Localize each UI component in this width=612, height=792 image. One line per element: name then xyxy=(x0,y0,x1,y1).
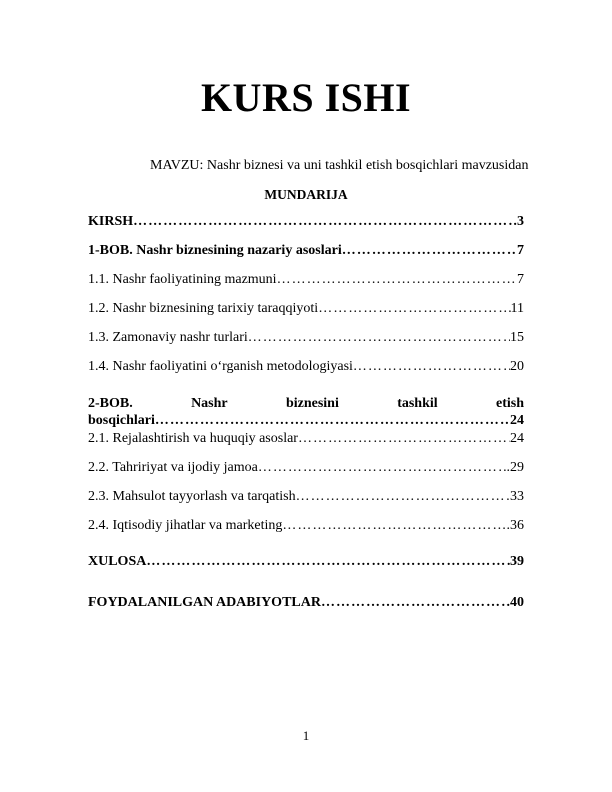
toc-word: tashkil xyxy=(397,396,438,411)
toc-label: 2.4. Iqtisodiy jihatlar va marketing xyxy=(88,518,283,533)
toc-word: 2-BOB. xyxy=(88,396,133,411)
toc-entry-chapter-1[interactable] xyxy=(88,242,524,260)
toc-label: 2.3. Mahsulot tayyorlash va tarqatish xyxy=(88,489,296,504)
toc-label: 1.1. Nashr faoliyatining mazmuni xyxy=(88,272,277,287)
toc-leader-dots xyxy=(146,553,510,571)
toc-entry-chapter-2-line-2[interactable] xyxy=(88,412,524,430)
toc-entry-2-2[interactable] xyxy=(88,459,524,477)
toc-word: biznesini xyxy=(285,396,339,411)
toc-entry-1-2[interactable] xyxy=(88,300,524,318)
toc-label: 2.2. Tahririyat va ijodiy jamoa xyxy=(88,460,258,475)
toc-page-number: .40 xyxy=(506,595,524,610)
toc-leader-dots xyxy=(298,430,510,448)
toc-label: 1.3. Zamonaviy nashr turlari xyxy=(88,330,248,345)
toc-leader-dots xyxy=(342,242,517,260)
toc-heading: MUNDARIJA xyxy=(264,187,348,202)
toc-entry-1-3[interactable] xyxy=(88,329,524,347)
toc-leader-dots xyxy=(277,271,517,289)
toc-page-number: 11 xyxy=(510,301,524,316)
toc-page-number: 33 xyxy=(510,489,524,504)
toc-leader-dots xyxy=(248,329,510,347)
toc-leader-dots xyxy=(296,488,510,506)
toc-leader-dots xyxy=(321,594,507,612)
toc-word: Nashr xyxy=(191,396,228,411)
toc-entry-2-4[interactable] xyxy=(88,517,524,535)
toc-entry-1-1[interactable] xyxy=(88,271,524,289)
toc-entry-kirish[interactable] xyxy=(88,213,524,231)
toc-entry-xulosa[interactable] xyxy=(88,553,524,571)
toc-label: 2.1. Rejalashtirish va huquqiy asoslar xyxy=(88,431,298,446)
toc-leader-dots xyxy=(155,412,510,430)
toc-leader-dots xyxy=(282,517,506,535)
page-number: 1 xyxy=(302,728,310,743)
toc-entry-adabiyotlar[interactable] xyxy=(88,594,524,612)
toc-entry-2-1[interactable] xyxy=(88,430,524,448)
toc-page-number: 20 xyxy=(510,359,524,374)
toc-page-number: .36 xyxy=(506,518,524,533)
toc-page-number: 3 xyxy=(517,214,524,229)
toc-page-number: 24 xyxy=(510,413,524,428)
document-title: KURS ISHI xyxy=(200,75,412,120)
toc-label: 1.2. Nashr biznesining tarixiy taraqqiyoti xyxy=(88,301,319,316)
toc-leader-dots xyxy=(258,459,507,477)
toc-page-number: 7 xyxy=(517,243,524,258)
toc-label: KIRSH xyxy=(88,214,134,229)
toc-word: etish xyxy=(495,396,524,411)
toc-leader-dots xyxy=(133,213,517,231)
toc-leader-dots xyxy=(353,358,510,376)
toc-entry-chapter-2-line-1[interactable] xyxy=(88,395,524,413)
toc-leader-dots xyxy=(318,300,510,318)
toc-entry-1-4[interactable] xyxy=(88,358,524,376)
toc-entry-2-3[interactable] xyxy=(88,488,524,506)
toc-label: FOYDALANILGAN ADABIYOTLAR xyxy=(88,595,321,610)
document-subject: MAVZU: Nashr biznesi va uni tashkil etish bosqichlari mavzusidan xyxy=(150,158,529,173)
toc-page-number: 39 xyxy=(510,554,524,569)
toc-label: 1-BOB. Nashr biznesining nazariy asoslari xyxy=(88,243,342,258)
toc-label: XULOSA xyxy=(88,554,147,569)
toc-page-number: 7 xyxy=(517,272,524,287)
toc-page-number: .29 xyxy=(506,460,524,475)
toc-page-number: 15 xyxy=(510,330,524,345)
toc-page-number: 24 xyxy=(510,431,524,446)
toc-label: 1.4. Nashr faoliyatini o‘rganish metodologiyasi xyxy=(88,359,353,374)
toc-label: bosqichlari xyxy=(88,413,155,428)
